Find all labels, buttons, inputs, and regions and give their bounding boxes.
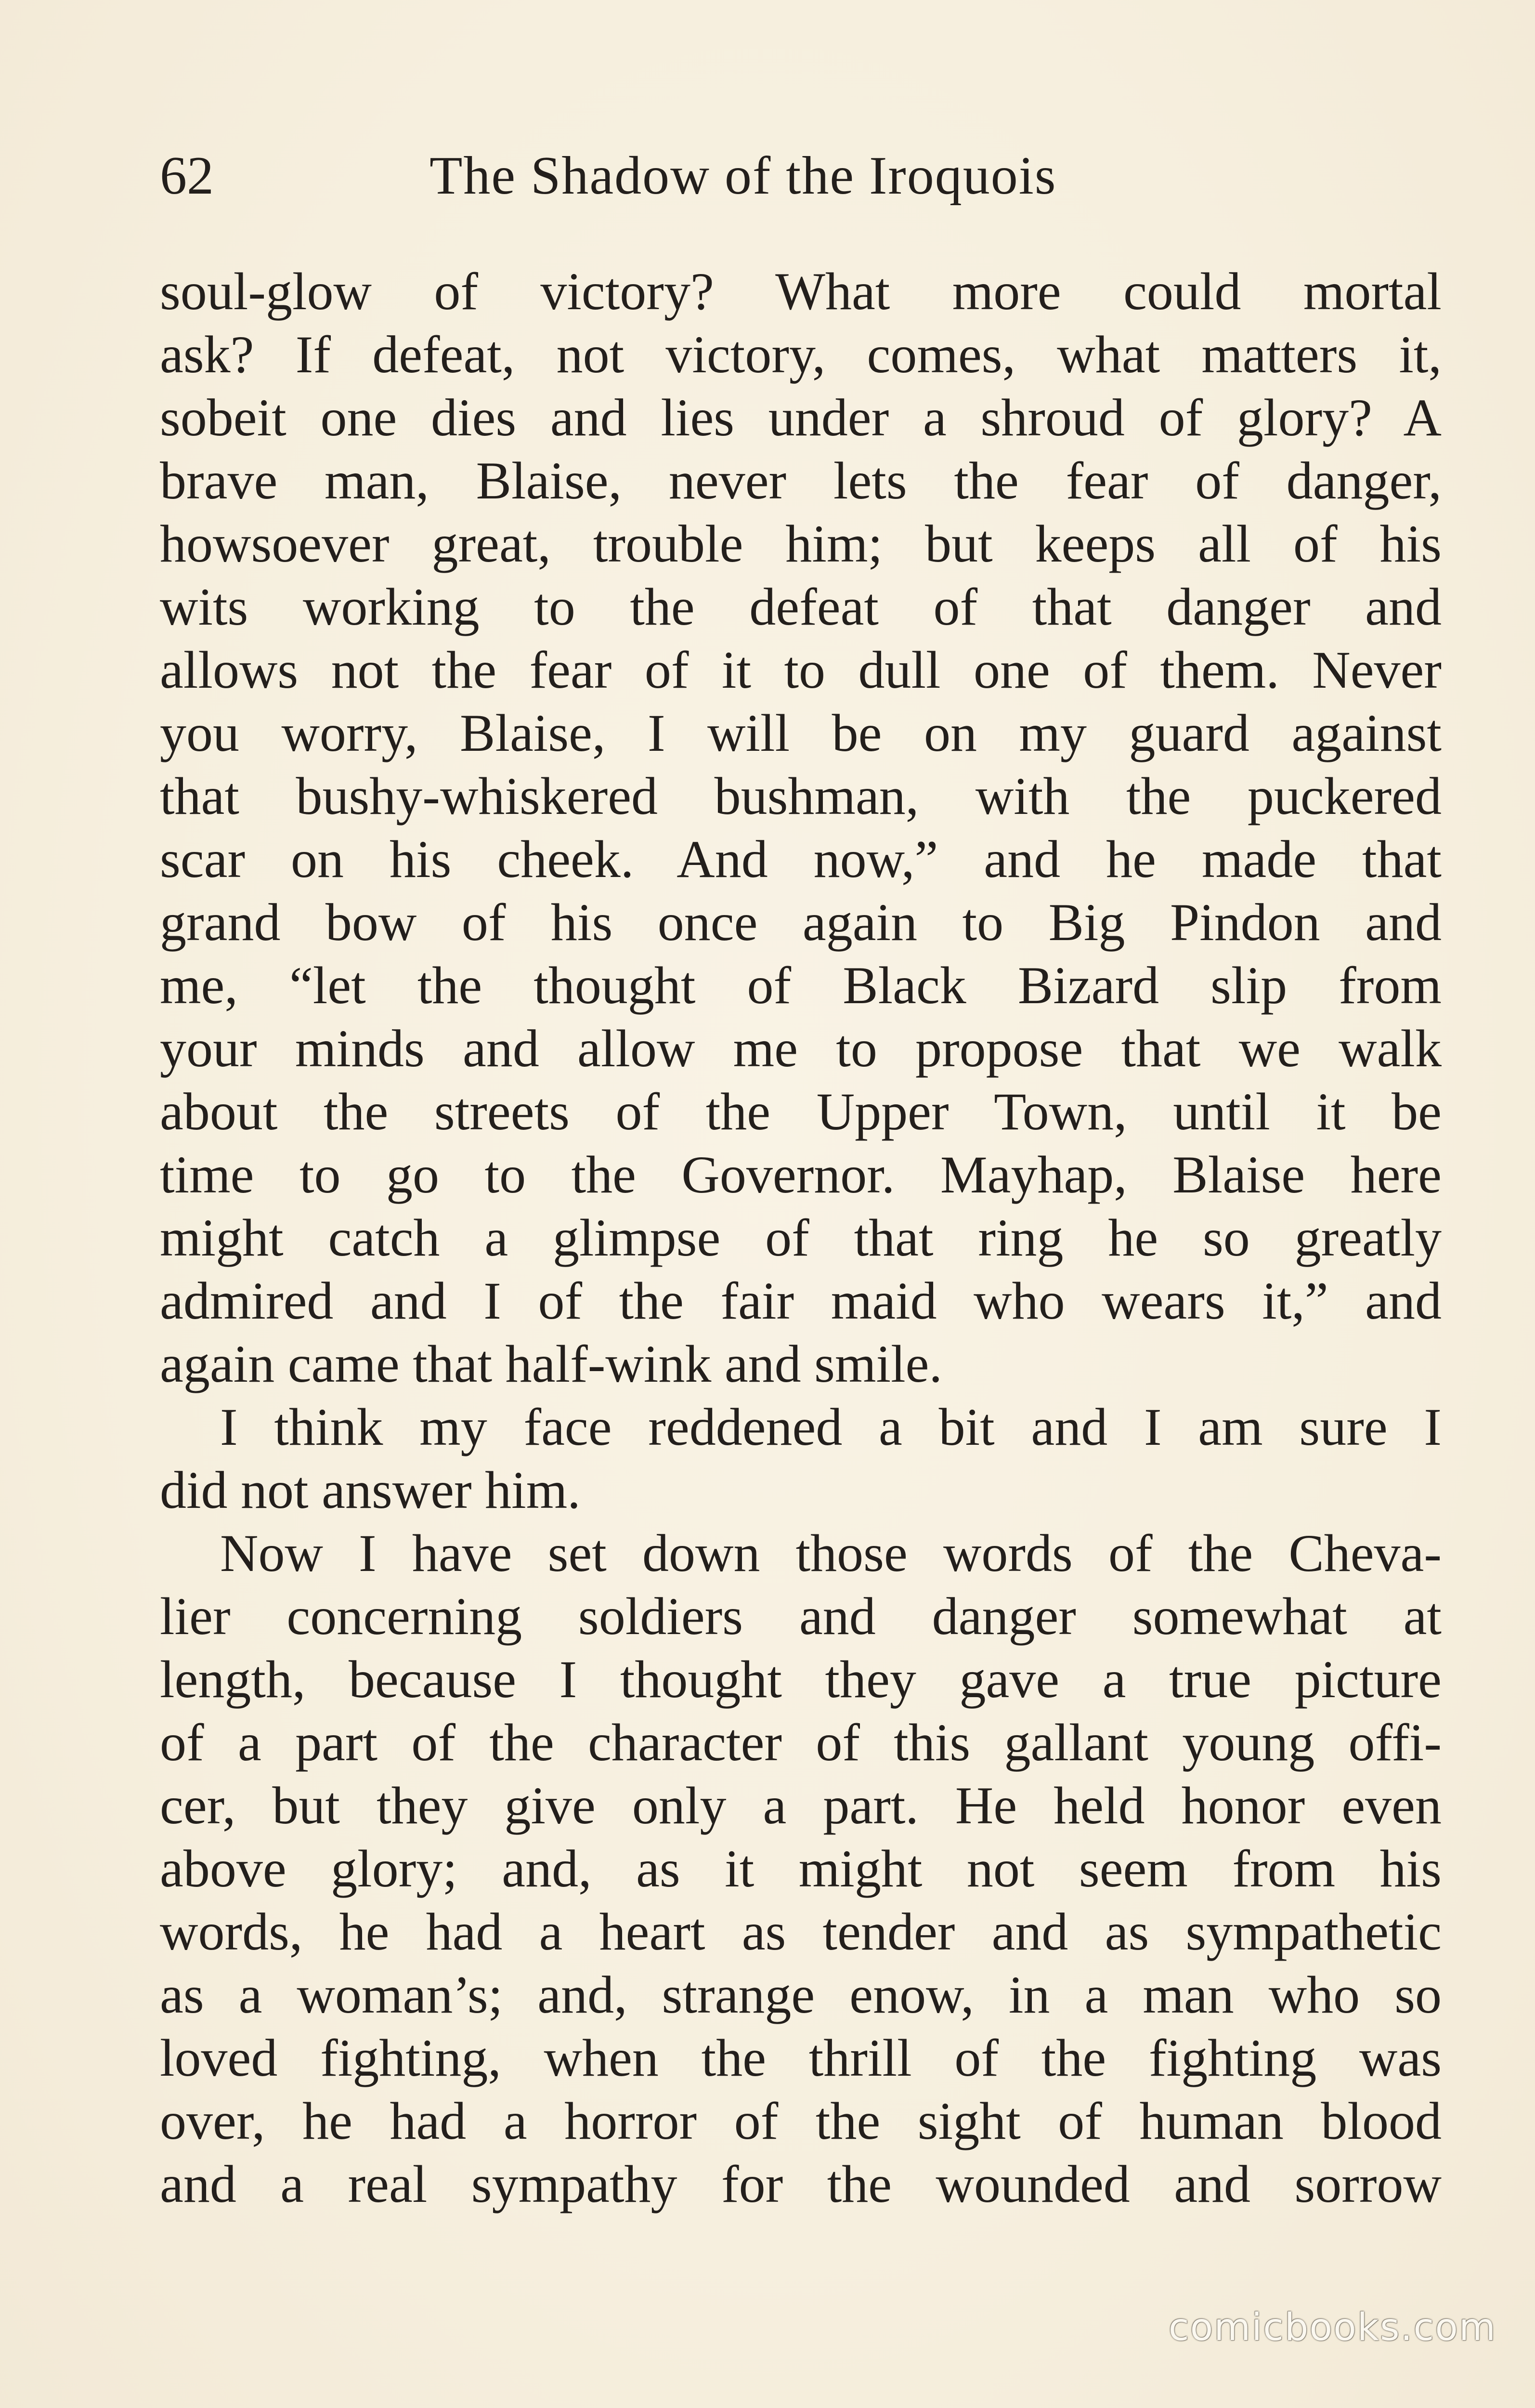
text-line: brave man, Blaise, never lets the fear of danger, (160, 451, 1442, 510)
text-line: you worry, Blaise, I will be on my guard against (160, 704, 1442, 762)
text-line: as a woman’s; and, strange enow, in a man who so (160, 1965, 1442, 2024)
text-line: of a part of the character of this gallant young offi- (160, 1713, 1442, 1772)
text-line: length, because I thought they gave a true picture (160, 1650, 1442, 1709)
body-text (160, 260, 1442, 2216)
text-line: howsoever great, trouble him; but keeps all of his (160, 514, 1442, 573)
text-line: and a real sympathy for the wounded and sorrow (160, 2155, 1442, 2213)
text-line: lier concerning soldiers and danger somewhat at (160, 1587, 1442, 1646)
text-line: Now I have set down those words of the Cheva- (220, 1524, 1442, 1583)
text-line: I think my face reddened a bit and I am sure I (220, 1398, 1442, 1456)
text-line: cer, but they give only a part. He held honor even (160, 1776, 1442, 1835)
text-line: above glory; and, as it might not seem from his (160, 1839, 1442, 1898)
book-title: The Shadow of the Iroquois (429, 146, 1057, 206)
text-line: loved fighting, when the thrill of the fighting was (160, 2028, 1442, 2087)
text-line: over, he had a horror of the sight of human blood (160, 2092, 1442, 2150)
text-line: words, he had a heart as tender and as sympathetic (160, 1902, 1442, 1961)
text-line: grand bow of his once again to Big Pindon and (160, 893, 1442, 952)
text-line: again came that half-wink and smile. (160, 1335, 942, 1393)
text-line: might catch a glimpse of that ring he so greatly (160, 1208, 1442, 1267)
text-line: that bushy-whiskered bushman, with the puckered (160, 767, 1442, 825)
text-line: ask? If defeat, not victory, comes, what matters it, (160, 325, 1442, 384)
text-line: did not answer him. (160, 1461, 581, 1519)
page-number: 62 (160, 146, 214, 206)
text-line: me, “let the thought of Black Bizard slip from (160, 956, 1442, 1015)
text-line: allows not the fear of it to dull one of them. Never (160, 641, 1442, 699)
text-line: your minds and allow me to propose that we walk (160, 1019, 1442, 1078)
text-line: about the streets of the Upper Town, until it be (160, 1082, 1442, 1141)
text-line: sobeit one dies and lies under a shroud of glory? A (160, 388, 1442, 447)
running-head (160, 140, 1441, 212)
watermark-logo: comicbooks.com (1168, 2306, 1496, 2349)
text-line: scar on his cheek. And now,” and he made that (160, 830, 1442, 889)
text-line: time to go to the Governor. Mayhap, Blaise here (160, 1145, 1442, 1204)
text-line: soul-glow of victory? What more could mortal (160, 262, 1442, 321)
text-line: admired and I of the fair maid who wears it,” and (160, 1271, 1442, 1330)
text-line: wits working to the defeat of that danger and (160, 577, 1442, 636)
